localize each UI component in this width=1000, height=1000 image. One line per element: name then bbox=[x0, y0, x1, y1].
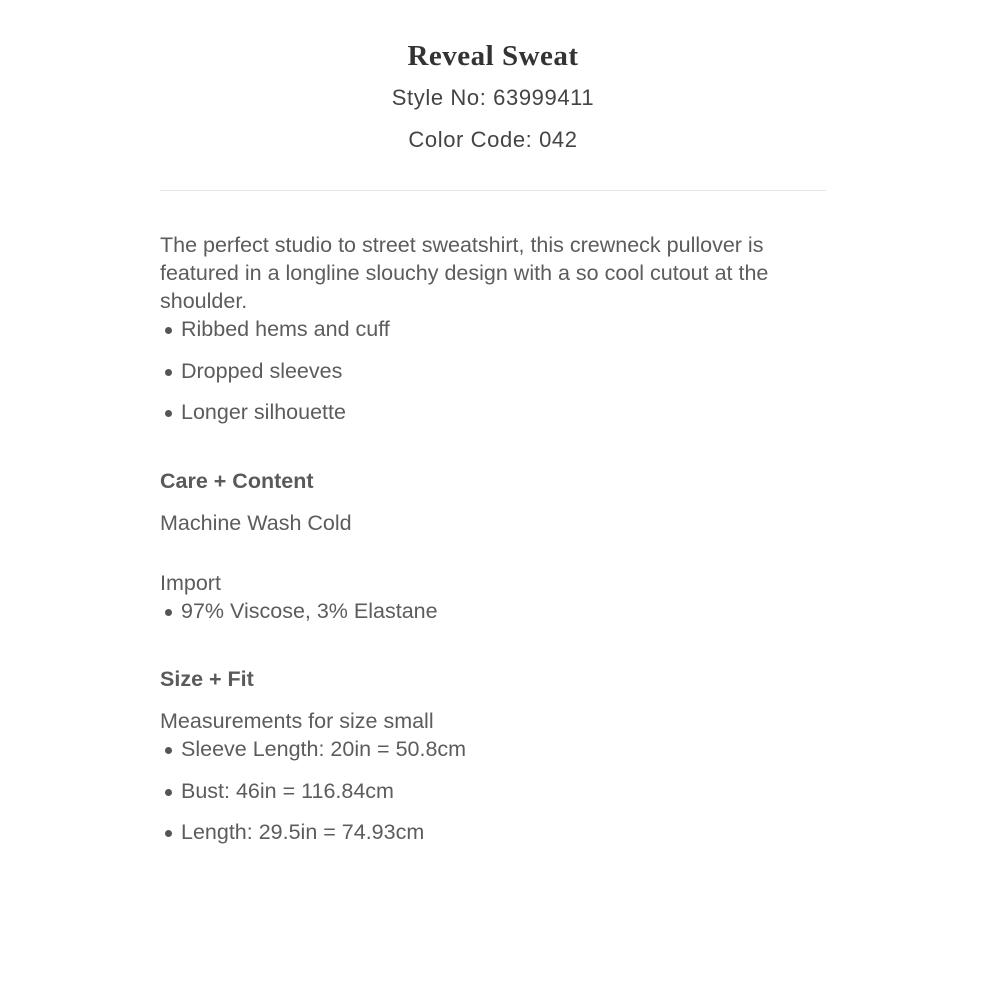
header-divider bbox=[160, 190, 826, 191]
size-fit-note: Measurements for size small bbox=[160, 709, 434, 733]
size-fit-heading: Size + Fit bbox=[160, 667, 254, 691]
feature-item: Ribbed hems and cuff bbox=[160, 315, 826, 343]
product-title: Reveal Sweat bbox=[407, 40, 579, 72]
care-content-heading: Care + Content bbox=[160, 469, 314, 493]
product-details bbox=[160, 0, 826, 860]
feature-item: Dropped sleeves bbox=[160, 357, 826, 385]
care-origin: Import bbox=[160, 571, 221, 595]
feature-list bbox=[160, 315, 826, 426]
measurement-item: Sleeve Length: 20in = 50.8cm bbox=[160, 735, 826, 763]
measurement-list bbox=[160, 735, 826, 846]
fabric-content-list bbox=[160, 597, 826, 625]
color-code: Color Code: 042 bbox=[408, 127, 578, 152]
feature-item: Longer silhouette bbox=[160, 398, 826, 426]
measurement-item: Length: 29.5in = 74.93cm bbox=[160, 818, 826, 846]
measurement-item: Bust: 46in = 116.84cm bbox=[160, 777, 826, 805]
care-wash-instruction: Machine Wash Cold bbox=[160, 511, 352, 535]
fabric-content-item: 97% Viscose, 3% Elastane bbox=[160, 597, 826, 625]
product-header bbox=[160, 0, 826, 154]
style-number: Style No: 63999411 bbox=[391, 85, 595, 110]
product-description: The perfect studio to street sweatshirt, this crewneck pullover is featured in a longline slouchy design with a so cool cutout at the shoulder. bbox=[160, 233, 769, 313]
